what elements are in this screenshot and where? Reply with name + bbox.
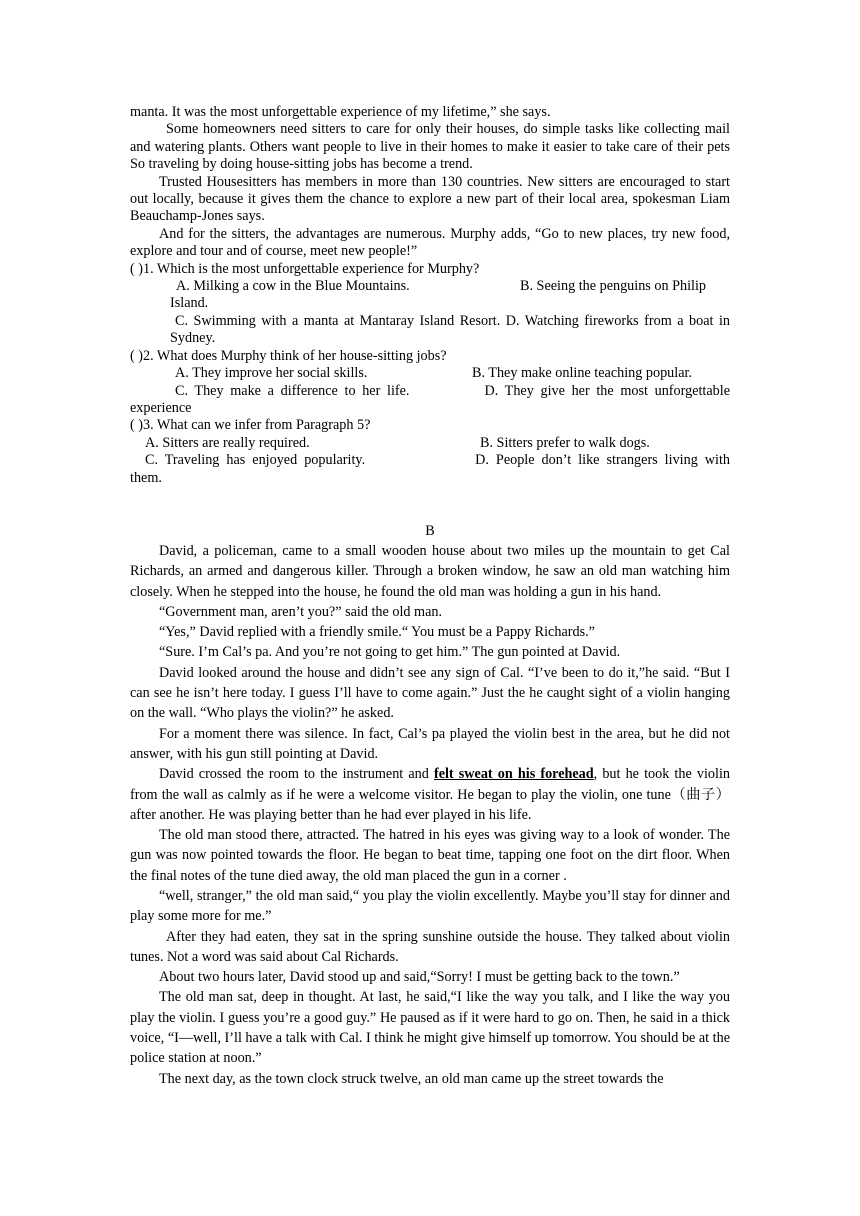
paragraph: The old man stood there, attracted. The hatred in his eyes was giving way to a look of wonder. The gun was now pointed towards the floor. He began to beat time, tapping one foot on the dirt floor. When the final notes of the tune died away, the old man placed the gun in a corner . xyxy=(130,827,730,884)
paragraph: The next day, as the town clock struck twelve, an old man came up the street towards the xyxy=(159,1070,664,1087)
paragraph: After they had eaten, they sat in the spring sunshine outside the house. They talked about violin tunes. Not a word was said about Cal Richards. xyxy=(130,928,730,965)
paragraph: Trusted Housesitters has members in more than 130 countries. New sitters are encouraged to start out locally, because it gives them the chance to explore a new part of their local area, spokesman Liam Beauchamp-Jones says. xyxy=(130,173,730,225)
question-stem: ( )2. What does Murphy think of her house-sitting jobs? xyxy=(130,347,447,364)
paragraph: The old man sat, deep in thought. At last, he said,“I like the way you talk, and I like the way you play the violin. I guess you’re a good guy.” He paused as if it were hard to go on. Then, he said in a thick voice, “I—well, I’ll have a talk with Cal. I think he might give himself up tomorrow. You should be at the police station at noon.” xyxy=(130,989,730,1067)
paragraph: “well, stranger,” the old man said,“ you play the violin excellently. Maybe you’ll stay for dinner and play some more for me.” xyxy=(130,887,730,925)
section-heading: B xyxy=(425,522,435,539)
option-a: A. Milking a cow in the Blue Mountains. xyxy=(176,278,410,295)
option-a: A. Sitters are really required. xyxy=(145,434,310,451)
paragraph: David, a policeman, came to a small wooden house about two miles up the mountain to get Cal Richards, an armed and dangerous killer. Through a broken window, he saw an old man watching him closely. When he stepped into the house, he found the old man was holding a gun in his hand. xyxy=(130,542,730,600)
question-stem: ( )3. What can we infer from Paragraph 5? xyxy=(130,417,371,434)
passage-a xyxy=(130,104,730,487)
option-c-d: C. They make a difference to her life. D. They give her the most unforgettable experience xyxy=(130,382,731,416)
option-b: B. Seeing the penguins on Philip xyxy=(520,278,707,295)
question-stem: ( )1. Which is the most unforgettable experience for Murphy? xyxy=(130,260,480,277)
paragraph: For a moment there was silence. In fact, Cal’s pa played the violin best in the area, but he did not answer, with his gun still pointing at David. xyxy=(130,725,730,762)
option-row xyxy=(130,365,730,382)
option-b-continuation: Island. xyxy=(170,295,209,312)
option-row xyxy=(130,278,730,295)
paragraph: “Yes,” David replied with a friendly smile.“ You must be a Pappy Richards.” xyxy=(159,624,595,641)
paragraph: About two hours later, David stood up and said,“Sorry! I must be getting back to the town.” xyxy=(159,969,680,986)
paragraph: David crossed the room to the instrument and felt sweat on his forehead, but he took the violin from the wall as calmly as if he were a welcome visitor. He began to play the violin, one tune（曲子） after another. He was playing better than he had ever played in his life. xyxy=(130,766,730,823)
paragraph: manta. It was the most unforgettable experience of my lifetime,” she says. xyxy=(130,104,551,120)
document-page xyxy=(130,104,730,1089)
option-a: A. They improve her social skills. xyxy=(175,365,368,382)
option-b: B. Sitters prefer to walk dogs. xyxy=(480,434,650,451)
paragraph: David looked around the house and didn’t see any sign of Cal. “I’ve been to do it,”he said. “But I can see he isn’t here today. I guess I’ll have to come again.” Just the he caught sight of a violin hanging on the wall. “Who plays the violin?” he asked. xyxy=(130,664,730,722)
paragraph: “Government man, aren’t you?” said the old man. xyxy=(159,603,443,620)
passage-b xyxy=(130,541,730,1089)
option-b: B. They make online teaching popular. xyxy=(472,365,692,382)
paragraph: And for the sitters, the advantages are numerous. Murphy adds, “Go to new places, try new food, explore and tour and of course, meet new people!” xyxy=(130,225,730,260)
emphasized-phrase: felt sweat on his forehead xyxy=(433,766,594,783)
option-c-d: C. Traveling has enjoyed popularity. D. People don’t like strangers living with them. xyxy=(130,452,731,486)
option-row xyxy=(130,435,730,452)
paragraph: Some homeowners need sitters to care for only their houses, do simple tasks like collecting mail and watering plants. Others want people to live in their homes to make it easier to take care of their pets So traveling by doing house-sitting jobs has become a trend. xyxy=(130,121,730,173)
option-c-d: C. Swimming with a manta at Mantaray Island Resort. D. Watching fireworks from a boat in Sydney. xyxy=(170,312,730,347)
paragraph: “Sure. I’m Cal’s pa. And you’re not going to get him.” The gun pointed at David. xyxy=(159,644,621,661)
